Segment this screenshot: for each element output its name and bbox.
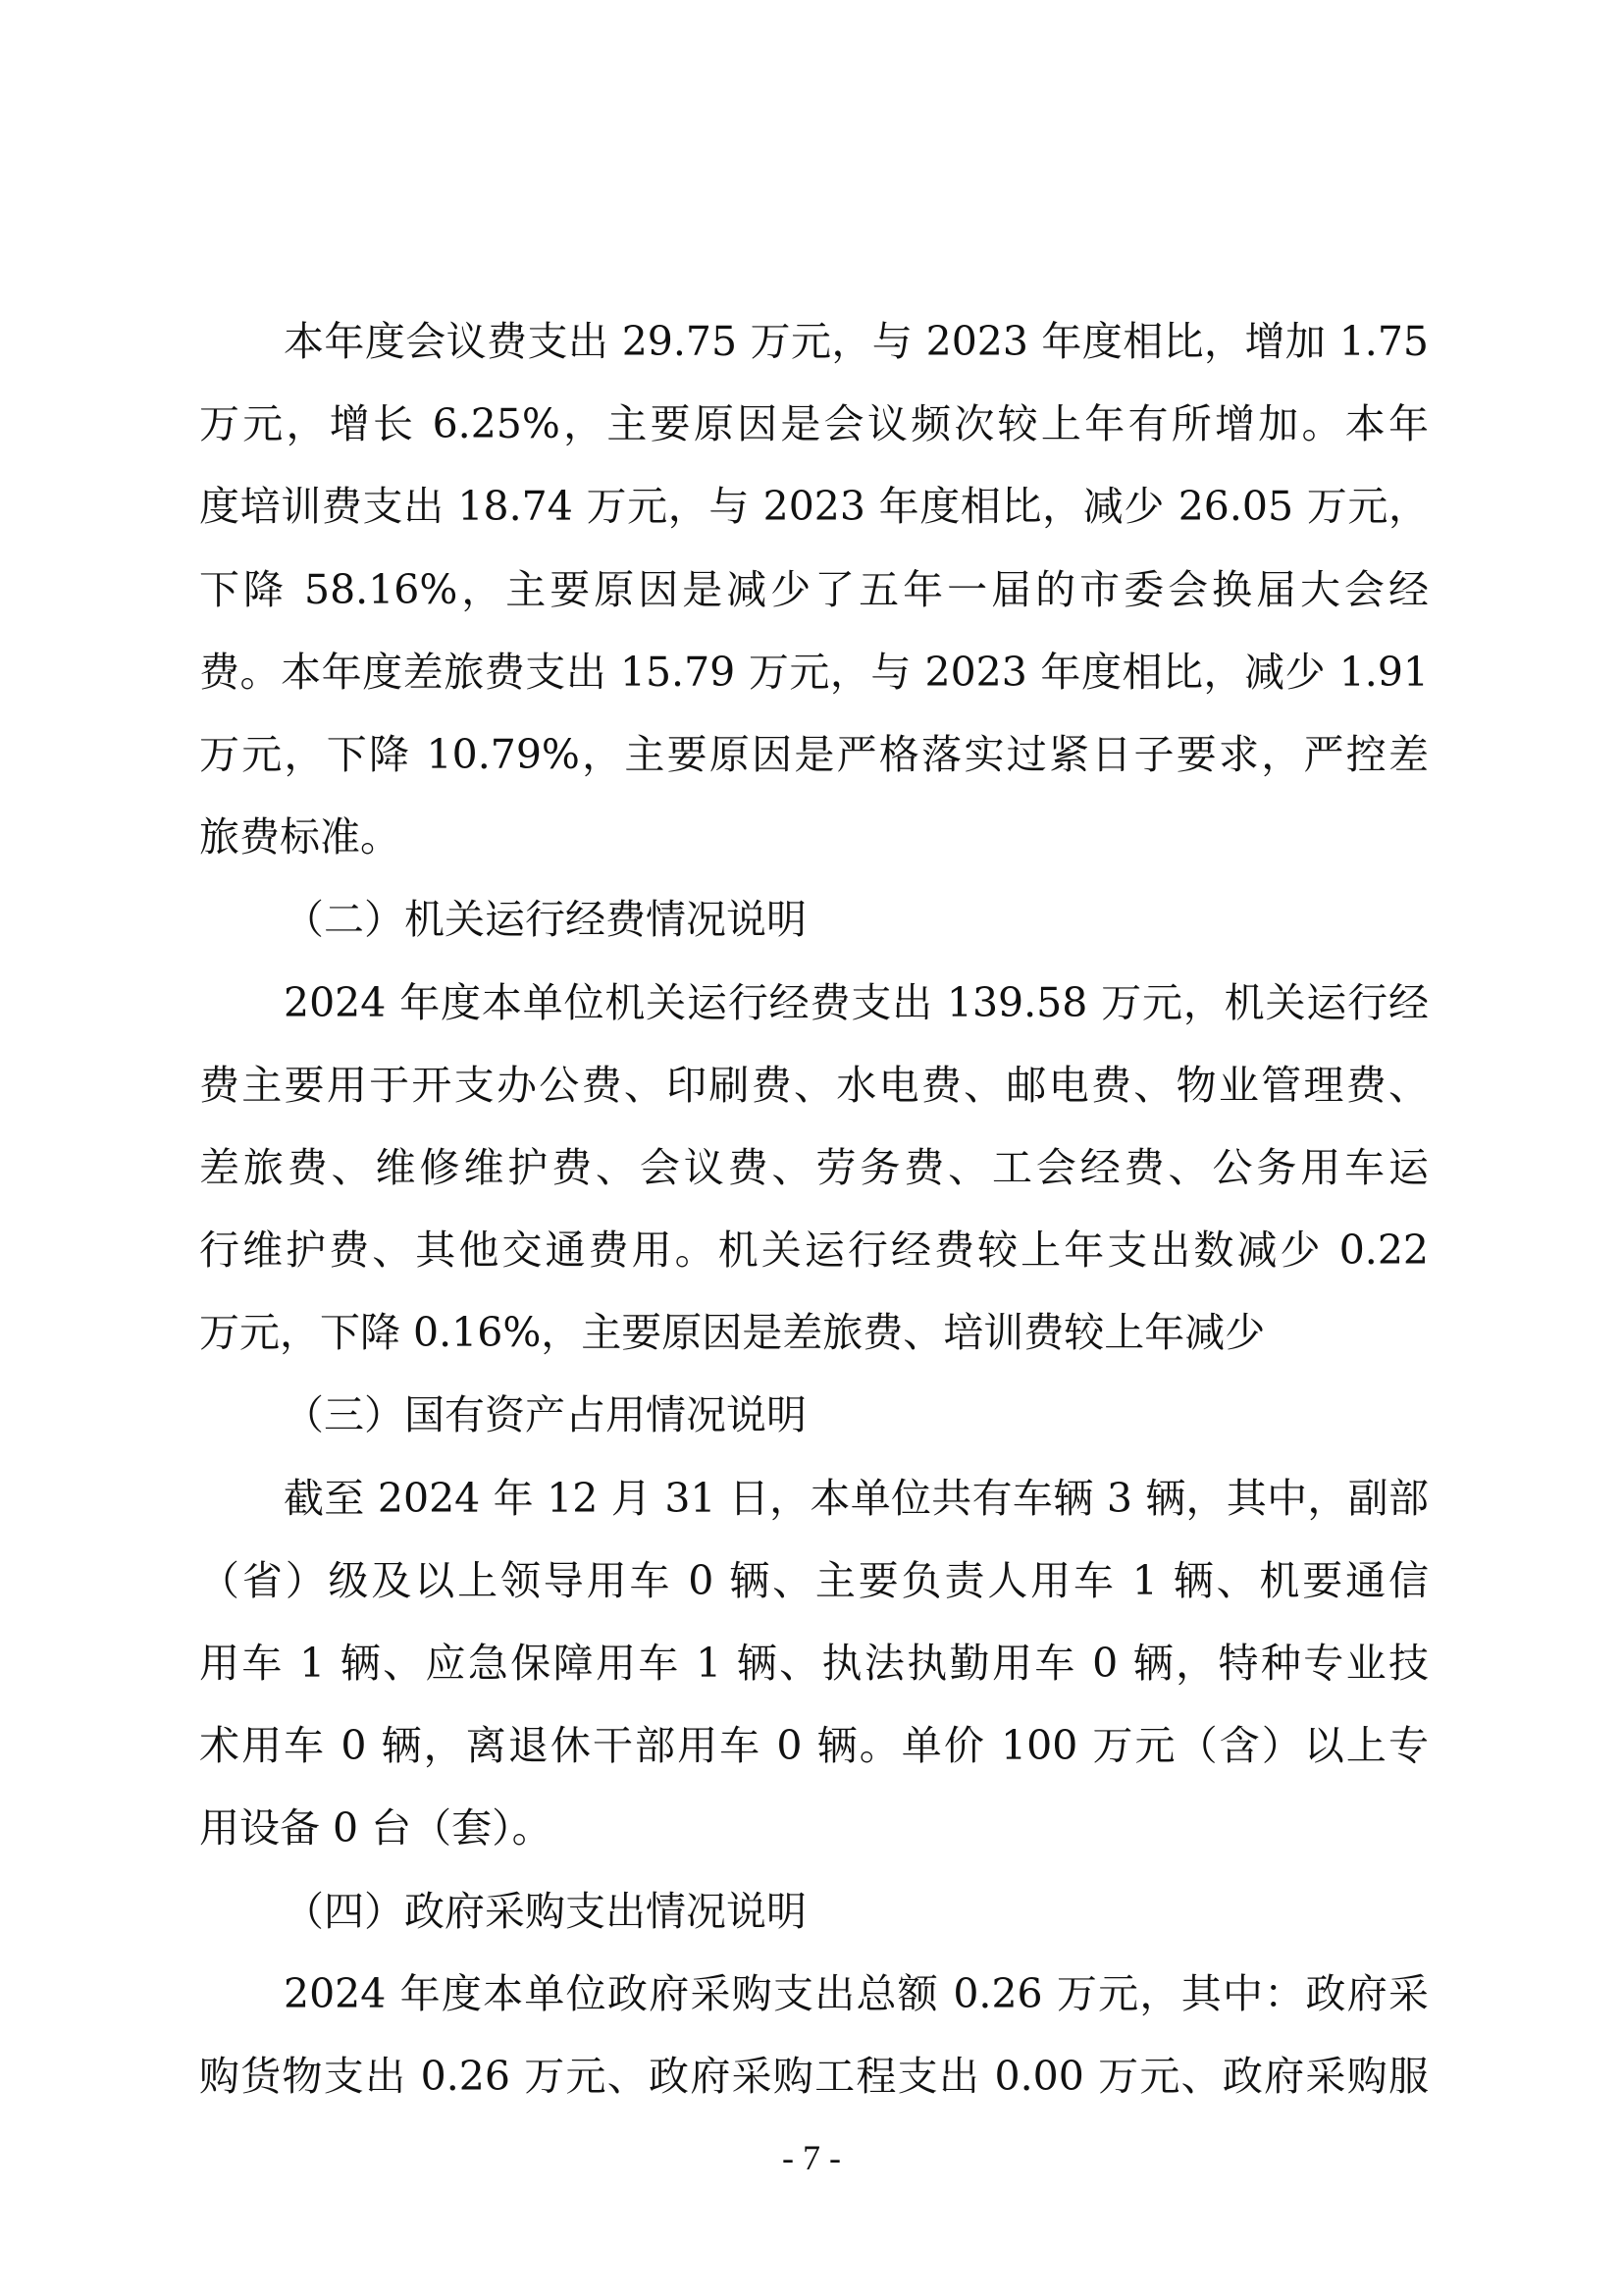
text-line: 万元，下降 0.16%，主要原因是差旅费、培训费较上年减少 <box>199 1309 1266 1357</box>
text-line: 万元，增长 6.25%，主要原因是会议频次较上年有所增加。本年 <box>199 400 1429 448</box>
page-number: - 7 - <box>782 2138 841 2177</box>
text-line: 2024 年度本单位政府采购支出总额 0.26 万元，其中：政府采 <box>284 1969 1429 2017</box>
paragraph-meeting-training-travel-expenses <box>199 300 1429 878</box>
text-line: 费。本年度差旅费支出 15.79 万元，与 2023 年度相比，减少 1.91 <box>199 648 1429 696</box>
paragraph-government-procurement <box>199 1953 1429 2117</box>
paragraph-state-assets <box>199 1457 1429 1870</box>
text-line: 用车 1 辆、应急保障用车 1 辆、执法执勤用车 0 辆，特种专业技 <box>199 1640 1429 1687</box>
text-line: 旅费标准。 <box>199 813 400 861</box>
text-line: 术用车 0 辆，离退休干部用车 0 辆。单价 100 万元（含）以上专 <box>199 1722 1429 1770</box>
text-line: 费主要用于开支办公费、印刷费、水电费、邮电费、物业管理费、 <box>199 1061 1429 1109</box>
section-heading-state-assets: （三）国有资产占用情况说明 <box>284 1391 807 1439</box>
text-line: 2024 年度本单位机关运行经费支出 139.58 万元，机关运行经 <box>284 978 1429 1026</box>
section-heading-operating-expenses: （二）机关运行经费情况说明 <box>284 896 807 944</box>
text-line: 用设备 0 台（套）。 <box>199 1804 552 1852</box>
paragraph-operating-expenses <box>199 962 1429 1375</box>
text-line: 度培训费支出 18.74 万元，与 2023 年度相比，减少 26.05 万元， <box>199 483 1429 531</box>
text-line: （省）级及以上领导用车 0 辆、主要负责人用车 1 辆、机要通信 <box>199 1556 1429 1604</box>
document-page <box>199 300 1429 2117</box>
text-line: 差旅费、维修维护费、会议费、劳务费、工会经费、公务用车运 <box>199 1143 1429 1191</box>
text-line: 截至 2024 年 12 月 31 日，本单位共有车辆 3 辆，其中，副部 <box>284 1474 1429 1522</box>
text-line: 本年度会议费支出 29.75 万元，与 2023 年度相比，增加 1.75 <box>284 318 1429 365</box>
text-line: 下降 58.16%，主要原因是减少了五年一届的市委会换届大会经 <box>199 565 1429 613</box>
text-line: 购货物支出 0.26 万元、政府采购工程支出 0.00 万元、政府采购服 <box>199 2052 1429 2100</box>
text-line: 万元，下降 10.79%，主要原因是严格落实过紧日子要求，严控差 <box>199 730 1429 778</box>
section-heading-government-procurement: （四）政府采购支出情况说明 <box>284 1887 807 1935</box>
text-line: 行维护费、其他交通费用。机关运行经费较上年支出数减少 0.22 <box>199 1226 1429 1275</box>
